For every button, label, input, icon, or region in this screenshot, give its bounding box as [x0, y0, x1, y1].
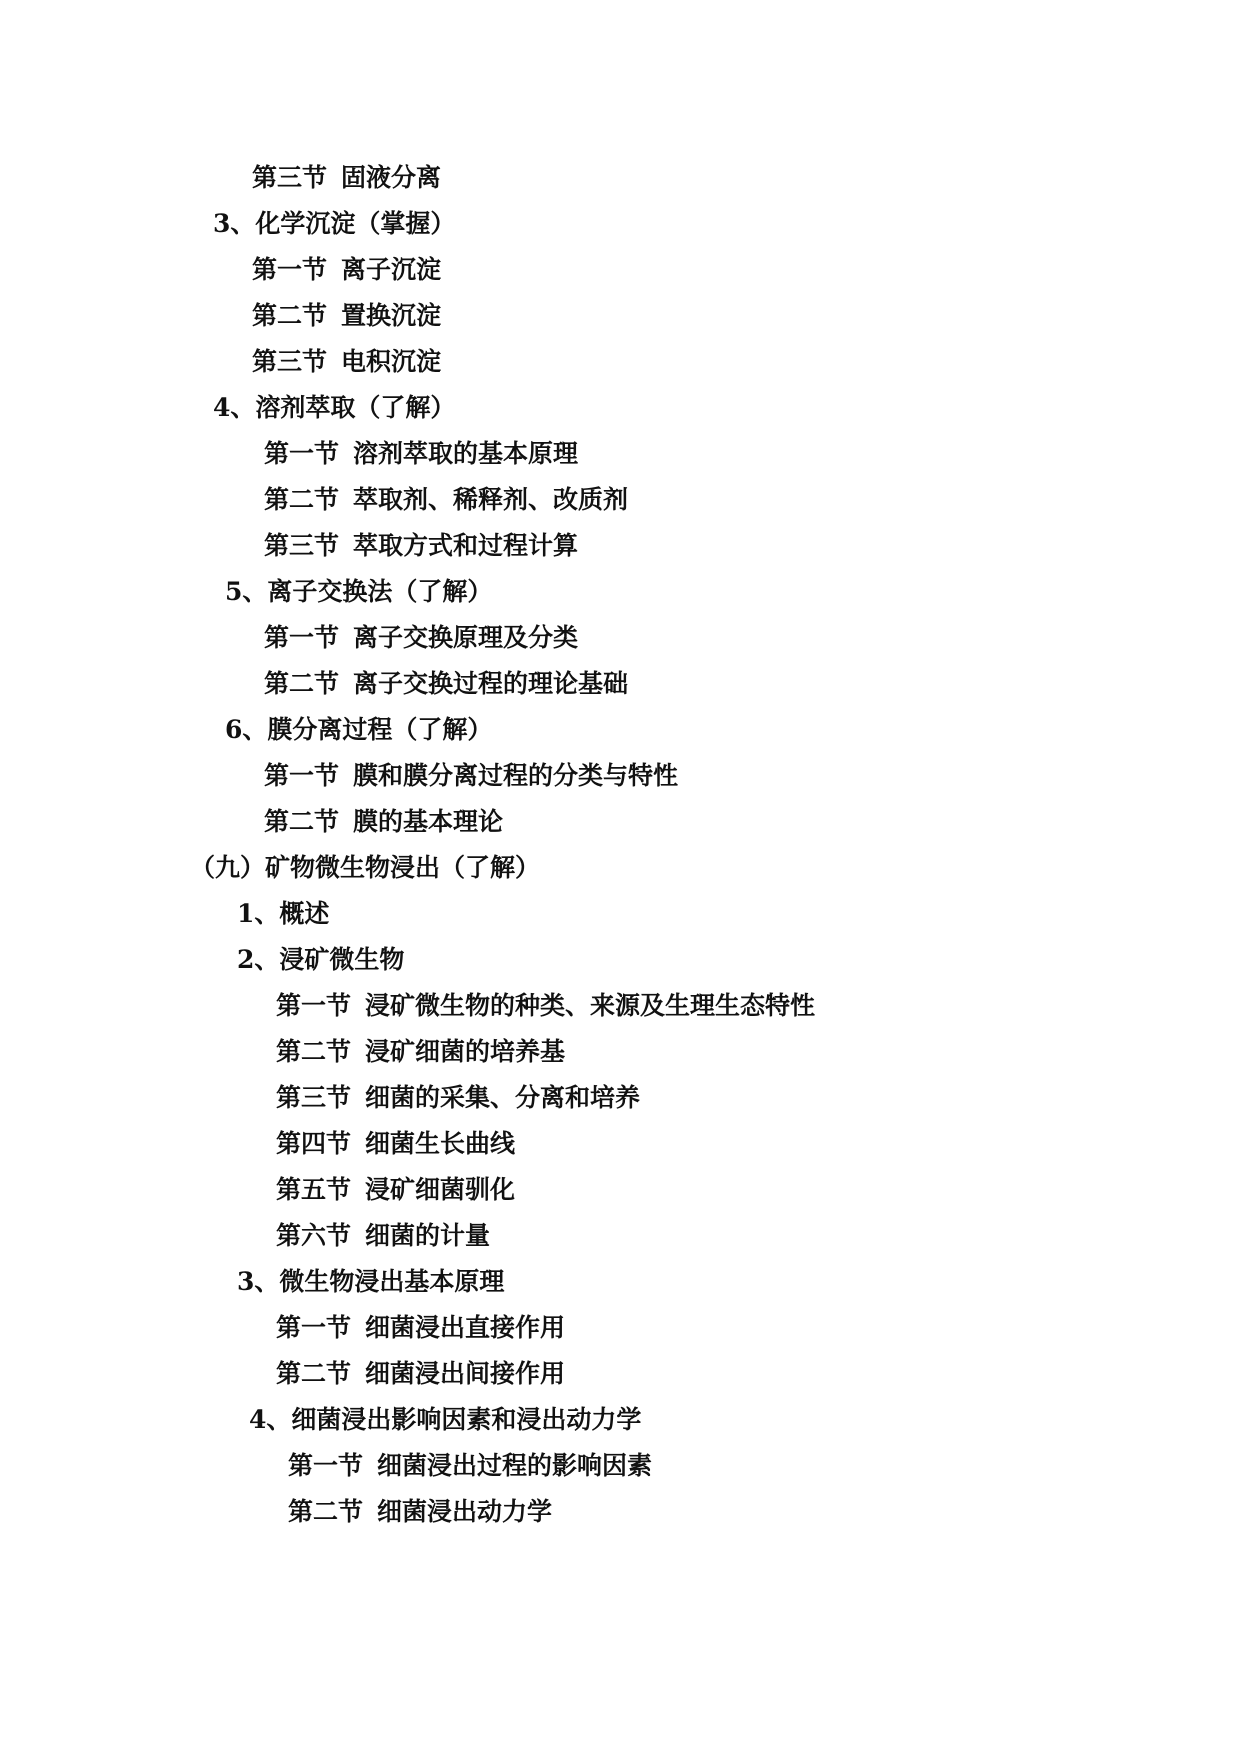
- section-label: 第一节: [276, 991, 352, 1020]
- outline-line: [237, 898, 329, 930]
- section-title: 电积沉淀: [341, 347, 442, 376]
- section-title: 膜和膜分离过程的分类与特性: [353, 761, 679, 790]
- chapter-title: 5、离子交换法（了解）: [225, 577, 493, 606]
- section-label: 第二节: [288, 1497, 364, 1526]
- section-title: 溶剂萃取的基本原理: [353, 439, 579, 468]
- section-title: 细菌的采集、分离和培养: [365, 1083, 641, 1112]
- outline-line: [264, 806, 503, 838]
- section-title: 细菌浸出过程的影响因素: [377, 1451, 653, 1480]
- section-title: 置换沉淀: [341, 301, 442, 330]
- outline-line: [276, 1358, 565, 1390]
- section-title: 细菌浸出间接作用: [365, 1359, 566, 1388]
- outline-line: [264, 760, 678, 792]
- section-label: 第一节: [264, 761, 340, 790]
- outline-line: [276, 1082, 640, 1114]
- outline-line: [264, 668, 628, 700]
- section-title: 膜的基本理论: [353, 807, 504, 836]
- section-label: 第六节: [276, 1221, 352, 1250]
- section-label: 第一节: [264, 623, 340, 652]
- section-label: 第二节: [264, 485, 340, 514]
- section-title: 浸矿微生物的种类、来源及生理生态特性: [365, 991, 816, 1020]
- section-title: 细菌的计量: [365, 1221, 491, 1250]
- outline-line: [276, 990, 815, 1022]
- section-label: 第二节: [276, 1037, 352, 1066]
- section-title: 离子交换过程的理论基础: [353, 669, 629, 698]
- section-title: 萃取方式和过程计算: [353, 531, 579, 560]
- outline-line: [288, 1496, 552, 1528]
- outline-line: [252, 254, 441, 286]
- outline-line: [237, 944, 404, 976]
- section-title: 细菌浸出动力学: [377, 1497, 553, 1526]
- section-label: 第三节: [252, 163, 328, 192]
- section-label: 第五节: [276, 1175, 352, 1204]
- section-label: 第二节: [264, 807, 340, 836]
- outline-line: [252, 300, 441, 332]
- chapter-title: 1、概述: [237, 899, 330, 928]
- outline-line: [276, 1036, 565, 1068]
- outline-line: [264, 484, 628, 516]
- outline-line: [252, 346, 441, 378]
- section-label: 第三节: [252, 347, 328, 376]
- outline-line: [276, 1128, 515, 1160]
- outline-line: [264, 438, 578, 470]
- outline-line: [276, 1312, 565, 1344]
- outline-line: [225, 576, 492, 608]
- outline-line: [288, 1450, 652, 1482]
- section-title: 细菌浸出直接作用: [365, 1313, 566, 1342]
- outline-line: [264, 530, 578, 562]
- section-label: 第四节: [276, 1129, 352, 1158]
- part-title: （九）矿物微生物浸出（了解）: [190, 853, 541, 882]
- chapter-title: 2、浸矿微生物: [237, 945, 405, 974]
- outline-line: [190, 852, 540, 884]
- section-title: 细菌生长曲线: [365, 1129, 516, 1158]
- section-title: 浸矿细菌的培养基: [365, 1037, 566, 1066]
- section-label: 第一节: [276, 1313, 352, 1342]
- outline-line: [276, 1174, 515, 1206]
- section-label: 第三节: [264, 531, 340, 560]
- chapter-title: 6、膜分离过程（了解）: [225, 715, 493, 744]
- outline-line: [249, 1404, 641, 1436]
- outline-line: [252, 162, 441, 194]
- outline-line: [213, 392, 455, 424]
- section-title: 浸矿细菌驯化: [365, 1175, 516, 1204]
- outline-line: [264, 622, 578, 654]
- section-title: 萃取剂、稀释剂、改质剂: [353, 485, 629, 514]
- outline-line: [213, 208, 455, 240]
- outline-line: [237, 1266, 504, 1298]
- outline-line: [276, 1220, 490, 1252]
- chapter-title: 4、溶剂萃取（了解）: [213, 393, 456, 422]
- section-title: 离子交换原理及分类: [353, 623, 579, 652]
- section-label: 第一节: [252, 255, 328, 284]
- chapter-title: 3、微生物浸出基本原理: [237, 1267, 505, 1296]
- section-label: 第二节: [252, 301, 328, 330]
- chapter-title: 3、化学沉淀（掌握）: [213, 209, 456, 238]
- section-label: 第一节: [288, 1451, 364, 1480]
- section-label: 第二节: [276, 1359, 352, 1388]
- outline-line: [225, 714, 492, 746]
- section-title: 离子沉淀: [341, 255, 442, 284]
- section-title: 固液分离: [341, 163, 442, 192]
- section-label: 第三节: [276, 1083, 352, 1112]
- section-label: 第一节: [264, 439, 340, 468]
- chapter-title: 4、细菌浸出影响因素和浸出动力学: [249, 1405, 642, 1434]
- section-label: 第二节: [264, 669, 340, 698]
